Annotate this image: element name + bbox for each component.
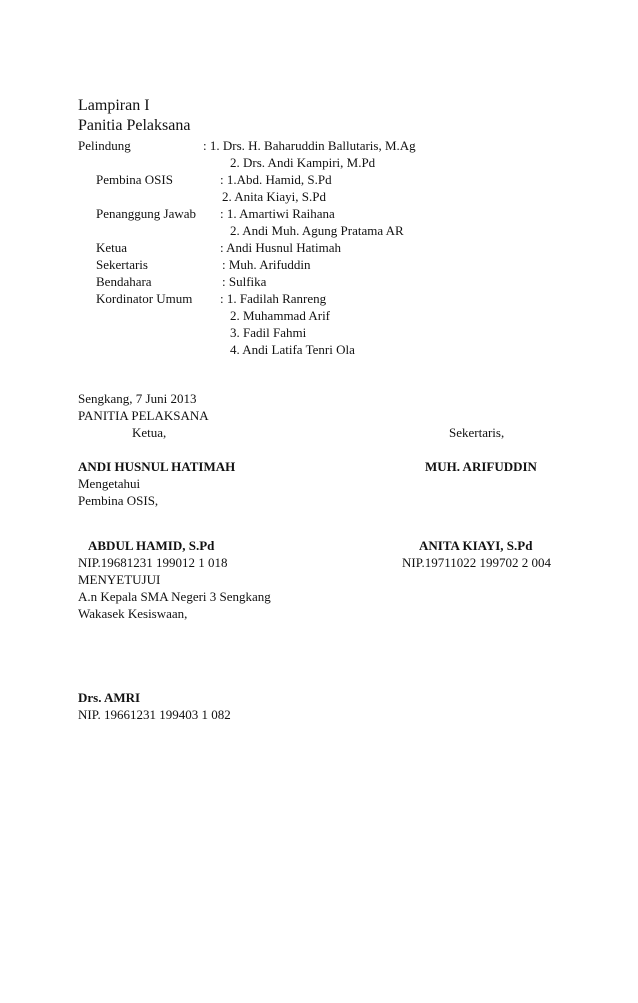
pembina2-nip: NIP.19711022 199702 2 004 (402, 555, 552, 570)
pelindung-line-1: : 1. Drs. H. Baharuddin Ballutaris, M.Ag (203, 138, 416, 153)
pj-line-1: : 1. Amartiwi Raihana (220, 206, 335, 221)
mengetahui-label: Mengetahui (78, 476, 141, 491)
sekertaris-value: : Muh. Arifuddin (222, 257, 311, 272)
kordinator-line-2: 2. Muhammad Arif (230, 308, 331, 323)
pembina1-nip: NIP.19681231 199012 1 018 (78, 555, 228, 570)
role-kordinator-umum: Kordinator Umum (96, 291, 193, 306)
kepala-label: A.n Kepala SMA Negeri 3 Sengkang (78, 589, 271, 604)
pembina-line-1: : 1.Abd. Hamid, S.Pd (220, 172, 332, 187)
kordinator-line-4: 4. Andi Latifa Tenri Ola (230, 342, 355, 357)
document-title: Panitia Pelaksana (78, 117, 191, 134)
ketua-value: : Andi Husnul Hatimah (220, 240, 341, 255)
sekretaris-name: MUH. ARIFUDDIN (425, 459, 537, 474)
ketua-label: Ketua, (132, 425, 167, 440)
lampiran-label: Lampiran I (78, 97, 150, 114)
kordinator-line-3: 3. Fadil Fahmi (230, 325, 307, 340)
pembina2-name: ANITA KIAYI, S.Pd (419, 538, 533, 553)
pembina1-name: ABDUL HAMID, S.Pd (88, 538, 215, 553)
role-pembina-osis: Pembina OSIS (96, 172, 173, 187)
wakasek-nip: NIP. 19661231 199403 1 082 (78, 707, 231, 722)
pembina-label: Pembina OSIS, (78, 493, 159, 508)
kordinator-line-1: : 1. Fadilah Ranreng (220, 291, 327, 306)
place-date: Sengkang, 7 Juni 2013 (78, 391, 197, 406)
pembina-line-2: 2. Anita Kiayi, S.Pd (222, 189, 327, 204)
role-ketua: Ketua (96, 240, 128, 255)
ketua-name: ANDI HUSNUL HATIMAH (78, 459, 236, 474)
menyetujui-label: MENYETUJUI (78, 572, 161, 587)
pelindung-line-2: 2. Drs. Andi Kampiri, M.Pd (230, 155, 376, 170)
org-name: PANITIA PELAKSANA (78, 408, 209, 423)
sekretaris-label: Sekertaris, (449, 425, 505, 440)
wakasek-label: Wakasek Kesiswaan, (78, 606, 188, 621)
role-sekertaris: Sekertaris (96, 257, 148, 272)
pj-line-2: 2. Andi Muh. Agung Pratama AR (230, 223, 404, 238)
wakasek-name: Drs. AMRI (78, 690, 141, 705)
role-pelindung: Pelindung (78, 138, 131, 153)
role-bendahara: Bendahara (96, 274, 152, 289)
role-penanggung-jawab: Penanggung Jawab (96, 206, 197, 221)
bendahara-value: : Sulfika (222, 274, 267, 289)
